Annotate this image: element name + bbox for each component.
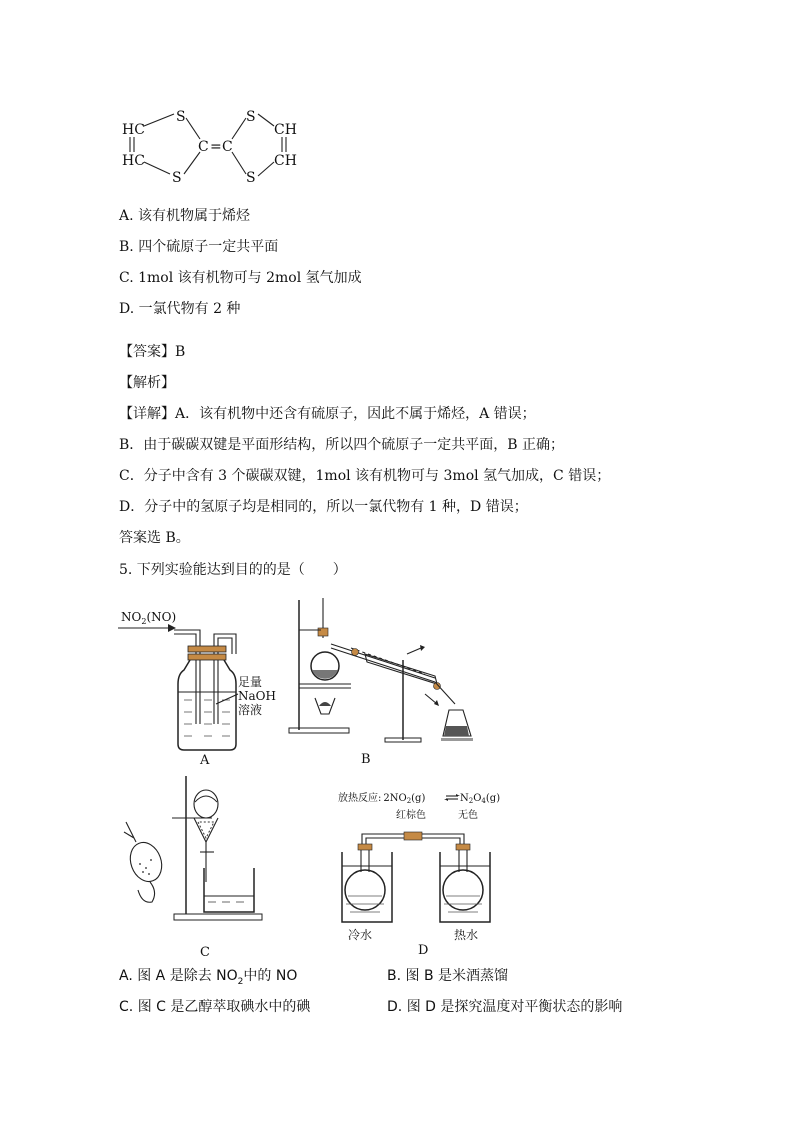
fig-a-solution-line1: 足量 (238, 675, 263, 689)
q4-analysis-line-3: C．分子中含有 3 个碳碳双键，1mol 该有机物可与 3mol 氢气加成，C 错误； (119, 468, 611, 484)
q4-analysis-line-2: B．由于碳碳双键是平面形结构，所以四个硫原子一定共平面，B 正确； (119, 437, 565, 453)
q4-option-d: D. 一氯代物有 2 种 (119, 301, 241, 317)
fig-b-caption: B (361, 752, 371, 767)
figure-c (118, 772, 278, 960)
figure-d (334, 786, 524, 962)
fig-d-product: $N_2O_4(g)$ (460, 793, 501, 805)
fig-b-apparatus (289, 598, 473, 742)
atom-s-left-top: S (176, 109, 186, 125)
q5-option-c-text: 图 C 是乙醇萃取碘水中的碘 (137, 999, 311, 1015)
atom-c-left: C (198, 139, 209, 155)
q4-analysis-line-5: 答案选 B。 (119, 530, 190, 546)
atom-c-right: C (222, 139, 233, 155)
fig-d-equilibrium-arrows (444, 794, 460, 801)
q5-option-b-label: B. (387, 968, 402, 984)
q5-option-d-label: D. (387, 999, 403, 1015)
q4-analysis-header: 【解析】 (119, 375, 175, 391)
q5-option-c-label: C. (119, 999, 134, 1015)
q5-stem: 5. 下列实验能达到目的的是（ ） (119, 562, 347, 578)
atom-ch-top: CH (274, 122, 297, 138)
fig-d-caption: D (418, 943, 429, 958)
fig-d-product-color: 无色 (458, 810, 478, 821)
fig-a-solution-line3: 溶液 (238, 703, 263, 717)
fig-a-solution-line2: NaOH (238, 689, 276, 703)
atom-ch-bottom: CH (274, 153, 297, 169)
q5-option-a-label: A. (119, 968, 133, 984)
q4-option-b: B. 四个硫原子一定共平面 (119, 239, 279, 255)
q5-option-a (119, 967, 297, 991)
q5-option-d-text: 图 D 是探究温度对平衡状态的影响 (406, 999, 623, 1015)
fig-d-reactant-color: 红棕色 (396, 810, 426, 821)
atom-s-right-bottom: S (246, 170, 256, 186)
figure-a (118, 604, 298, 774)
fig-d-cold-water: 冷水 (348, 928, 373, 942)
atom-hc-bottom: HC (122, 153, 145, 169)
fig-c-apparatus (124, 776, 262, 920)
q4-answer: 【答案】B (119, 344, 186, 360)
q4-option-c: C. 1mol 该有机物可与 2mol 氢气加成 (119, 270, 362, 286)
q4-option-a: A. 该有机物属于烯烃 (119, 208, 251, 224)
atom-s-right-top: S (246, 109, 256, 125)
q5-option-b-text: 图 B 是米酒蒸馏 (405, 968, 509, 984)
fig-d-apparatus (342, 832, 490, 922)
fig-d-hot-water: 热水 (454, 928, 479, 942)
fig-d-reaction: 放热反应: $2NO_2(g)$ (338, 793, 426, 805)
fig-a-caption: A (200, 753, 210, 768)
atom-hc-top: HC (122, 122, 145, 138)
q4-analysis-line-4: D．分子中的氢原子均是相同的，所以一氯代物有 1 种，D 错误； (119, 499, 528, 515)
atom-s-left-bottom: S (172, 170, 182, 186)
q5-option-d (387, 998, 622, 1016)
molecule-structure (118, 104, 318, 194)
q5-option-c (119, 998, 310, 1016)
figure-b (285, 594, 495, 770)
q5-option-b (387, 967, 508, 985)
q4-analysis-line-1: 【详解】A．该有机物中还含有硫原子，因此不属于烯烃，A 错误； (119, 406, 536, 422)
atom-eq: = (210, 139, 222, 155)
fig-a-gas-label: $NO_2(NO)$ (121, 610, 177, 626)
fig-c-caption: C (200, 945, 210, 960)
q5-option-a-text: 图 A 是除去 $NO_2$中的 NO (137, 968, 298, 987)
fig-a-apparatus (118, 624, 238, 750)
